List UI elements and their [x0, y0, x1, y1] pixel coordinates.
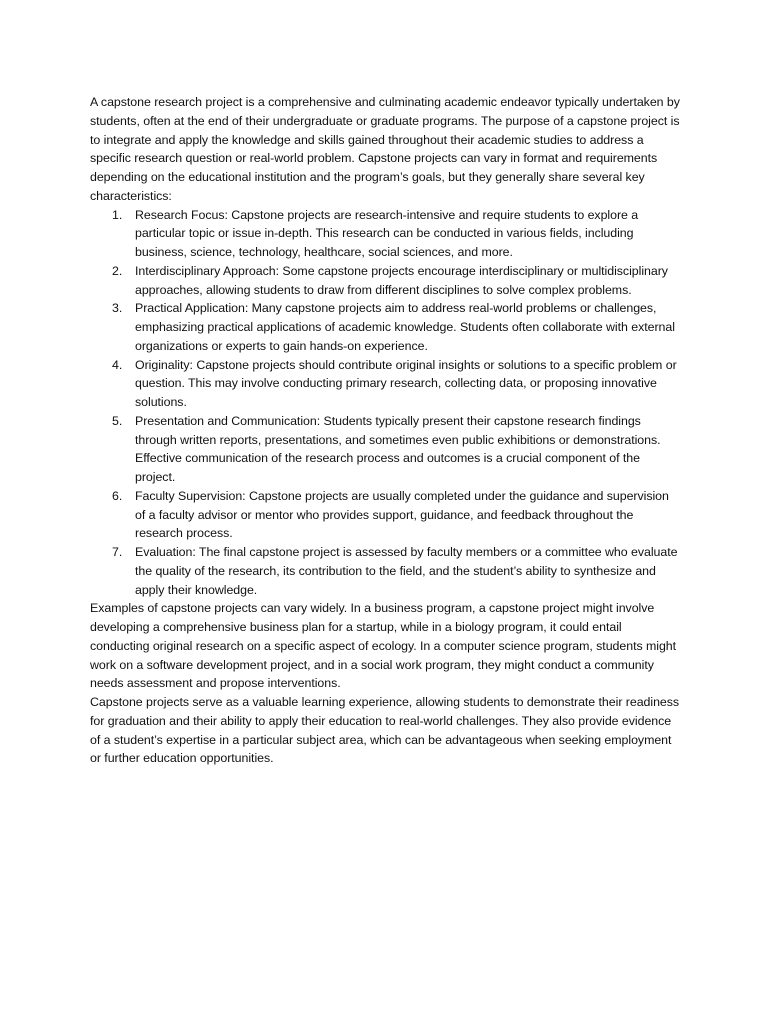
- list-item-text: Practical Application: Many capstone projects aim to address real-world problems or challenges, emphasizing practical applications of academic knowledge. Students often collaborate with external organizations or experts to gain hands-on experience.: [135, 301, 675, 353]
- list-item-text: Interdisciplinary Approach: Some capstone projects encourage interdisciplinary or multidisciplinary approaches, allowing students to draw from different disciplines to solve complex problems.: [135, 263, 668, 297]
- list-item-text: Evaluation: The final capstone project is assessed by faculty members or a committee who evaluate the quality of the research, its contribution to the field, and the student’s ability to synthesize and apply their knowledge.: [135, 545, 678, 597]
- list-item-number: 1.: [112, 207, 123, 222]
- list-item: [90, 262, 680, 300]
- list-item: [90, 412, 680, 487]
- list-item-text: Presentation and Communication: Students typically present their capstone research findings through written reports, presentations, and sometimes even public exhibitions or demonstrations. Effective communication of the research process and outcomes is a crucial component of the project.: [135, 413, 661, 484]
- examples-paragraph: Examples of capstone projects can vary widely. In a business program, a capstone project might involve developing a comprehensive business plan for a startup, while in a biology program, it could entail conducting original research on a specific aspect of ecology. In a computer science program, students might work on a software development project, and in a social work program, they might conduct a community needs assessment and propose interventions.: [90, 601, 677, 691]
- list-item: [90, 299, 680, 355]
- list-item-text: Originality: Capstone projects should contribute original insights or solutions to a specific problem or question. This may involve conducting primary research, collecting data, or proposing innovative solutions.: [135, 357, 677, 409]
- list-item-number: 7.: [112, 545, 123, 559]
- conclusion-paragraph: Capstone projects serve as a valuable learning experience, allowing students to demonstrate their readiness for graduation and their ability to apply their education to real-world challenges. They also provide evidence of a student’s expertise in a particular subject area, which can be advantageous when seeking employment or further education opportunities.: [90, 695, 680, 766]
- characteristics-list: [90, 206, 680, 600]
- document-page: [90, 93, 680, 768]
- list-item-text: Research Focus: Capstone projects are research-intensive and require students to explore a particular topic or issue in-depth. This research can be conducted in various fields, including business, science, technology, healthcare, social sciences, and more.: [135, 207, 639, 259]
- list-item: [90, 543, 680, 599]
- list-item-text: Faculty Supervision: Capstone projects are usually completed under the guidance and supervision of a faculty advisor or mentor who provides support, guidance, and feedback throughout the research process.: [135, 488, 669, 541]
- list-item-number: 5.: [112, 413, 123, 428]
- list-item-number: 3.: [112, 301, 123, 316]
- list-item: [90, 356, 680, 412]
- list-item-number: 4.: [112, 357, 123, 372]
- list-item: [90, 487, 680, 543]
- intro-paragraph: A capstone research project is a comprehensive and culminating academic endeavor typically undertaken by students, often at the end of their undergraduate or graduate programs. The purpose of a capstone project is to integrate and apply the knowledge and skills gained throughout their academic studies to address a specific research question or real-world problem. Capstone projects can vary in format and requirements depending on the educational institution and the program’s goals, but they generally share several key characteristics:: [90, 95, 680, 203]
- list-item-number: 2.: [112, 263, 123, 278]
- list-item-number: 6.: [112, 488, 123, 503]
- list-item: [90, 206, 680, 262]
